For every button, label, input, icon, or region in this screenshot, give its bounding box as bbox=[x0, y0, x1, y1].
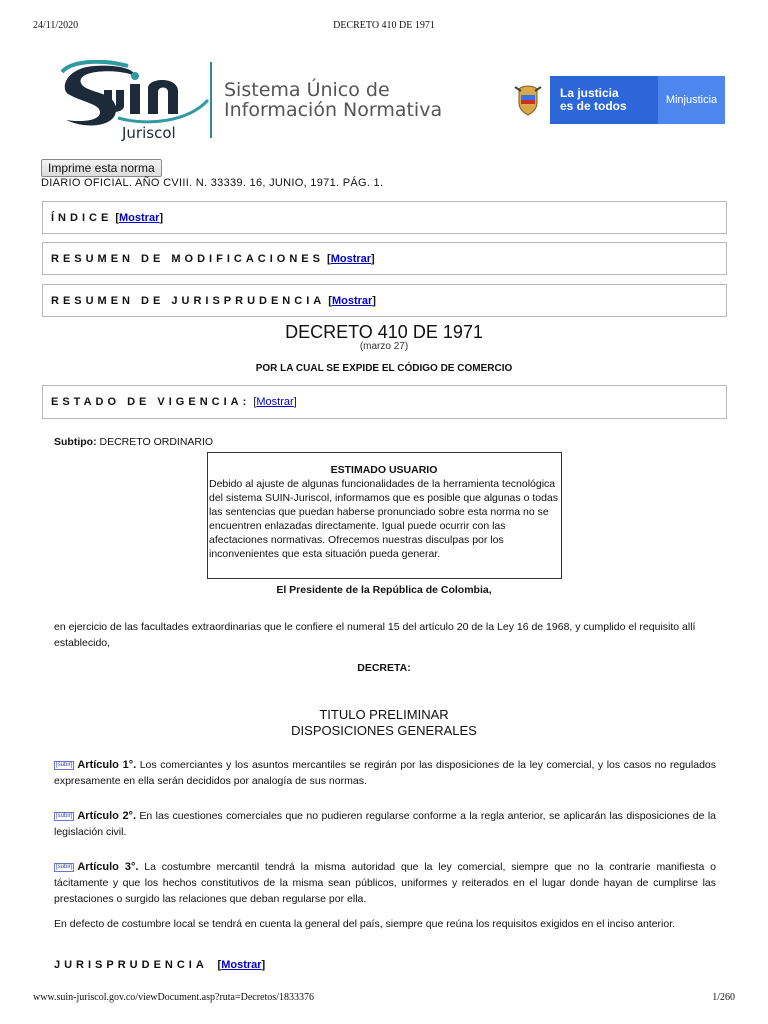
title-line2: DISPOSICIONES GENERALES bbox=[291, 723, 477, 738]
system-name-line1: Sistema Único de bbox=[224, 79, 390, 101]
article-heading: Artículo 2°. bbox=[77, 810, 137, 822]
government-banner[interactable] bbox=[506, 76, 725, 124]
logo-brand-text: Juriscol bbox=[122, 124, 176, 142]
print-url: www.suin-juriscol.gov.co/viewDocument.asp?ruta=Decretos/1833376 bbox=[33, 992, 314, 1003]
up-arrow-icon[interactable]: [subir] bbox=[56, 812, 73, 819]
article-1 bbox=[54, 757, 716, 789]
jurisprudence-section: JURISPRUDENCIA [Mostrar] bbox=[54, 959, 266, 971]
article-text: Los comerciantes y los asuntos mercantiles se regirán por las disposiciones de la ley comercial, y los casos no regulados expresamente en ella serán decididos por analogía de sus normas. bbox=[54, 759, 717, 787]
modifications-label: RESUMEN DE MODIFICACIONES bbox=[51, 252, 324, 265]
article-text: En las cuestiones comerciales que no pudieren regularse conforme a la regla anterior, se aplicarán las disposiciones de la legislación civil. bbox=[54, 810, 716, 838]
president-line: El Presidente de la República de Colombia, bbox=[276, 584, 492, 596]
title-line1: TITULO PRELIMINAR bbox=[319, 707, 449, 722]
jurisprudence-show-link[interactable]: Mostrar bbox=[221, 959, 262, 971]
print-page-title: DECRETO 410 DE 1971 bbox=[333, 20, 435, 31]
index-show-link[interactable]: Mostrar bbox=[119, 211, 160, 224]
diario-oficial-line: DIARIO OFICIAL. AÑO CVIII. N. 33339. 16, JUNIO, 1971. PÁG. 1. bbox=[41, 177, 384, 189]
print-date: 24/11/2020 bbox=[33, 20, 79, 31]
decreta-heading: DECRETA: bbox=[357, 662, 411, 674]
subtype-value: DECRETO ORDINARIO bbox=[99, 436, 214, 448]
jurisprudence-label: JURISPRUDENCIA bbox=[54, 959, 208, 971]
suin-juriscol-logo[interactable] bbox=[58, 60, 218, 142]
print-button[interactable]: Imprime esta norma bbox=[41, 159, 162, 177]
up-arrow-icon[interactable]: [subir] bbox=[56, 761, 73, 768]
notice-title: ESTIMADO USUARIO bbox=[330, 464, 438, 476]
jurisprudence-summary-section: RESUMEN DE JURISPRUDENCIA [ Mostrar ] bbox=[42, 284, 727, 317]
article-heading: Artículo 1°. bbox=[77, 759, 137, 771]
subtype-line bbox=[54, 436, 213, 448]
notice-body: Debido al ajuste de algunas funcionalidades de la herramienta tecnológica del sistema SUIN-Juriscol, informamos que es posible que algunas o todas las sentencias que puedan haberse pronunciado sobre esta norma no se encuentren enlazadas directamente. Igual puede ocurrir con las afectaciones normativas. Ofrecemos nuestras disculpas por los inconvenientes que esta situación pueda generar. bbox=[209, 478, 559, 560]
index-section: ÍNDICE [ Mostrar ] bbox=[42, 201, 727, 234]
decree-title: DECRETO 410 DE 1971 bbox=[285, 322, 483, 342]
gov-slogan-line2: es de todos bbox=[560, 99, 627, 113]
up-arrow-icon[interactable]: [subir] bbox=[56, 863, 73, 870]
gov-slogan-line1: La justicia bbox=[560, 86, 619, 100]
system-name-line2: Información Normativa bbox=[224, 99, 443, 121]
article-text: La costumbre mercantil tendrá la misma autoridad que la ley comercial, siempre que no la contraríe manifiesta o tácitamente y que los hechos constitutivos de la misma sean públicos, uniformes y reiterados en el lugar donde hayan de cumplirse las prestaciones o surgido las relaciones que deban regularse por ella. bbox=[54, 861, 716, 905]
jurisprudence-summary-show-link[interactable]: Mostrar bbox=[331, 294, 373, 307]
modifications-show-link[interactable]: Mostrar bbox=[330, 252, 372, 265]
title-heading bbox=[0, 707, 768, 739]
validity-section: ESTADO DE VIGENCIA: [ Mostrar ] bbox=[42, 385, 727, 419]
article-3 bbox=[54, 859, 716, 907]
suin-logo-mark-icon bbox=[58, 60, 218, 142]
print-page-number: 1/260 bbox=[712, 992, 735, 1003]
modifications-section: RESUMEN DE MODIFICACIONES [ Mostrar ] bbox=[42, 242, 727, 275]
coat-of-arms-icon bbox=[506, 76, 550, 124]
index-label: ÍNDICE bbox=[51, 211, 113, 224]
validity-label: ESTADO DE VIGENCIA: bbox=[51, 396, 251, 408]
article-2 bbox=[54, 808, 716, 840]
validity-show-link[interactable]: Mostrar bbox=[256, 396, 294, 408]
article-heading: Artículo 3°. bbox=[77, 861, 139, 873]
logo-divider bbox=[210, 62, 212, 138]
jurisprudence-summary-label: RESUMEN DE JURISPRUDENCIA bbox=[51, 294, 326, 307]
decree-subject: POR LA CUAL SE EXPIDE EL CÓDIGO DE COMERCIO bbox=[255, 363, 513, 374]
user-notice-box bbox=[207, 452, 562, 579]
article-3-paragraph: En defecto de costumbre local se tendrá en cuenta la general del país, siempre que reúna los requisitos exigidos en el inciso anterior. bbox=[54, 918, 676, 930]
decree-date: (marzo 27) bbox=[359, 341, 409, 352]
subtype-label: Subtipo: bbox=[54, 436, 97, 448]
gov-slogan bbox=[550, 76, 658, 124]
gov-ministry: Minjusticia bbox=[658, 76, 725, 124]
system-name bbox=[224, 80, 442, 120]
preamble: en ejercicio de las facultades extraordinarias que le confiere el numeral 15 del artículo 20 de la Ley 16 de 1968, y cumplido el requisito allí establecido, bbox=[54, 621, 696, 649]
